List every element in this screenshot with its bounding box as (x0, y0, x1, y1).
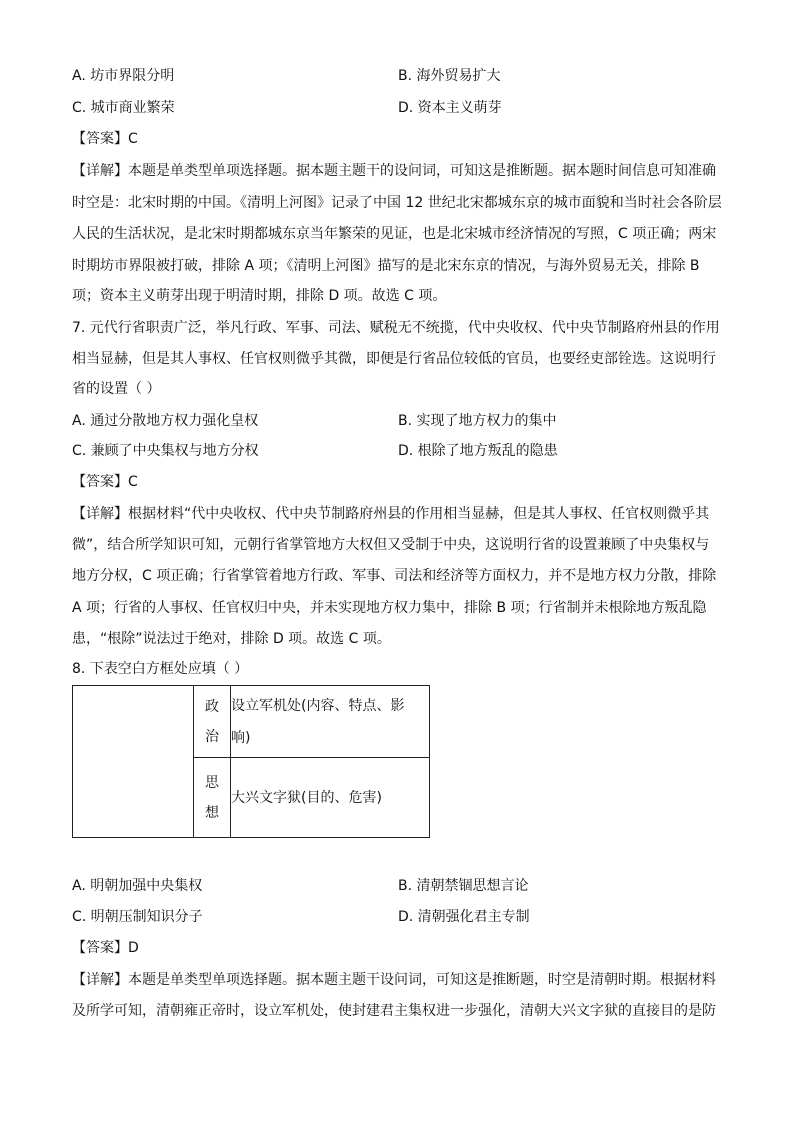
q8-explanation-line: 及所学可知，清朝雍正帝时，设立军机处，使封建君主集权进一步强化，清朝大兴文字狱的直接目的是防 (72, 1003, 716, 1019)
q6-explanation-line: 项；资本主义萌芽出现于明清时期，排除 D 项。故选 C 项。 (72, 288, 447, 304)
q7-explanation-line: 患，“根除”说法过于绝对，排除 D 项。故选 C 项。 (72, 631, 391, 647)
q8-option-b: B. 清朝禁锢思想言论 (398, 878, 529, 894)
blank-cell (73, 686, 194, 838)
category-char: 政 (205, 698, 219, 715)
q7-explanation-line: 微”，结合所学知识可知，元朝行省掌管地方大权但又受制于中央，这说明行省的设置兼顾了中央集权与 (72, 537, 710, 553)
q7-stem-line: 7. 元代行省职责广泛，举凡行政、军事、司法、赋税无不统揽，代中央收权、代中央节制路府州县的作用 (72, 320, 720, 336)
q7-option-c: C. 兼顾了中央集权与地方分权 (72, 443, 259, 459)
q6-explanation-line: 【详解】本题是单类型单项选择题。据本题主题干的设问词，可知这是推断题。据本题时间信息可知准确 (72, 163, 716, 179)
content-line: 大兴文字狱(目的、危害) (231, 789, 382, 806)
q6-answer: 【答案】C (72, 131, 138, 147)
category-char: 治 (205, 728, 219, 745)
category-char: 想 (205, 804, 219, 821)
category-politics (194, 686, 231, 758)
q7-option-b: B. 实现了地方权力的集中 (398, 413, 557, 429)
q7-answer: 【答案】C (72, 474, 138, 490)
q6-option-d: D. 资本主义萌芽 (398, 100, 502, 116)
q7-stem-line: 相当显赫，但是其人事权、任官权则微乎其微，即便是行省品位较低的官员，也要经吏部铨选。这说明行 (72, 351, 716, 367)
q6-explanation-line: 时期坊市界限被打破，排除 A 项；《清明上河图》描写的是北宋东京的情况，与海外贸易无关，排除 B (72, 258, 700, 274)
category-thought (194, 758, 231, 838)
q6-explanation-line: 人民的生活状况，是北宋时期都城东京当年繁荣的见证，也是北宋城市经济情况的写照，C 项正确；两宋 (72, 226, 717, 242)
q7-option-a: A. 通过分散地方权力强化皇权 (72, 413, 259, 429)
q8-stem: 8. 下表空白方框处应填（ ） (72, 661, 249, 677)
q7-stem-line: 省的设置（ ） (72, 381, 161, 397)
category-char: 思 (205, 774, 219, 791)
q6-option-b: B. 海外贸易扩大 (398, 68, 501, 84)
q7-explanation-line: 【详解】根据材料“代中央收权、代中央节制路府州县的作用相当显赫，但是其人事权、任官权则微乎其 (72, 506, 710, 522)
q6-option-c: C. 城市商业繁荣 (72, 100, 175, 116)
q6-explanation-line: 时空是：北宋时期的中国。《清明上河图》记录了中国 12 世纪北宋都城东京的城市面貌和当时社会各阶层 (72, 195, 722, 211)
q8-option-d: D. 清朝强化君主专制 (398, 909, 530, 925)
thought-content (231, 758, 430, 838)
politics-content (231, 686, 430, 758)
q7-explanation-line: A 项；行省的人事权、任官权归中央，并未实现地方权力集中，排除 B 项；行省制并未根除地方叛乱隐 (72, 600, 707, 616)
q8-explanation-line: 【详解】本题是单类型单项选择题。据本题主题干设问词，可知这是推断题，时空是清朝时期。根据材料 (72, 972, 716, 988)
q8-option-a: A. 明朝加强中央集权 (72, 878, 203, 894)
q7-option-d: D. 根除了地方叛乱的隐患 (398, 443, 558, 459)
content-line: 设立军机处(内容、特点、影 (231, 697, 405, 714)
q8-table (72, 685, 430, 838)
q6-option-a: A. 坊市界限分明 (72, 68, 175, 84)
q8-option-c: C. 明朝压制知识分子 (72, 909, 203, 925)
q7-explanation-line: 地方分权，C 项正确；行省掌管着地方行政、军事、司法和经济等方面权力，并不是地方权力分散，排除 (72, 568, 717, 584)
q8-answer: 【答案】D (72, 940, 139, 956)
content-line: 响) (231, 729, 251, 746)
